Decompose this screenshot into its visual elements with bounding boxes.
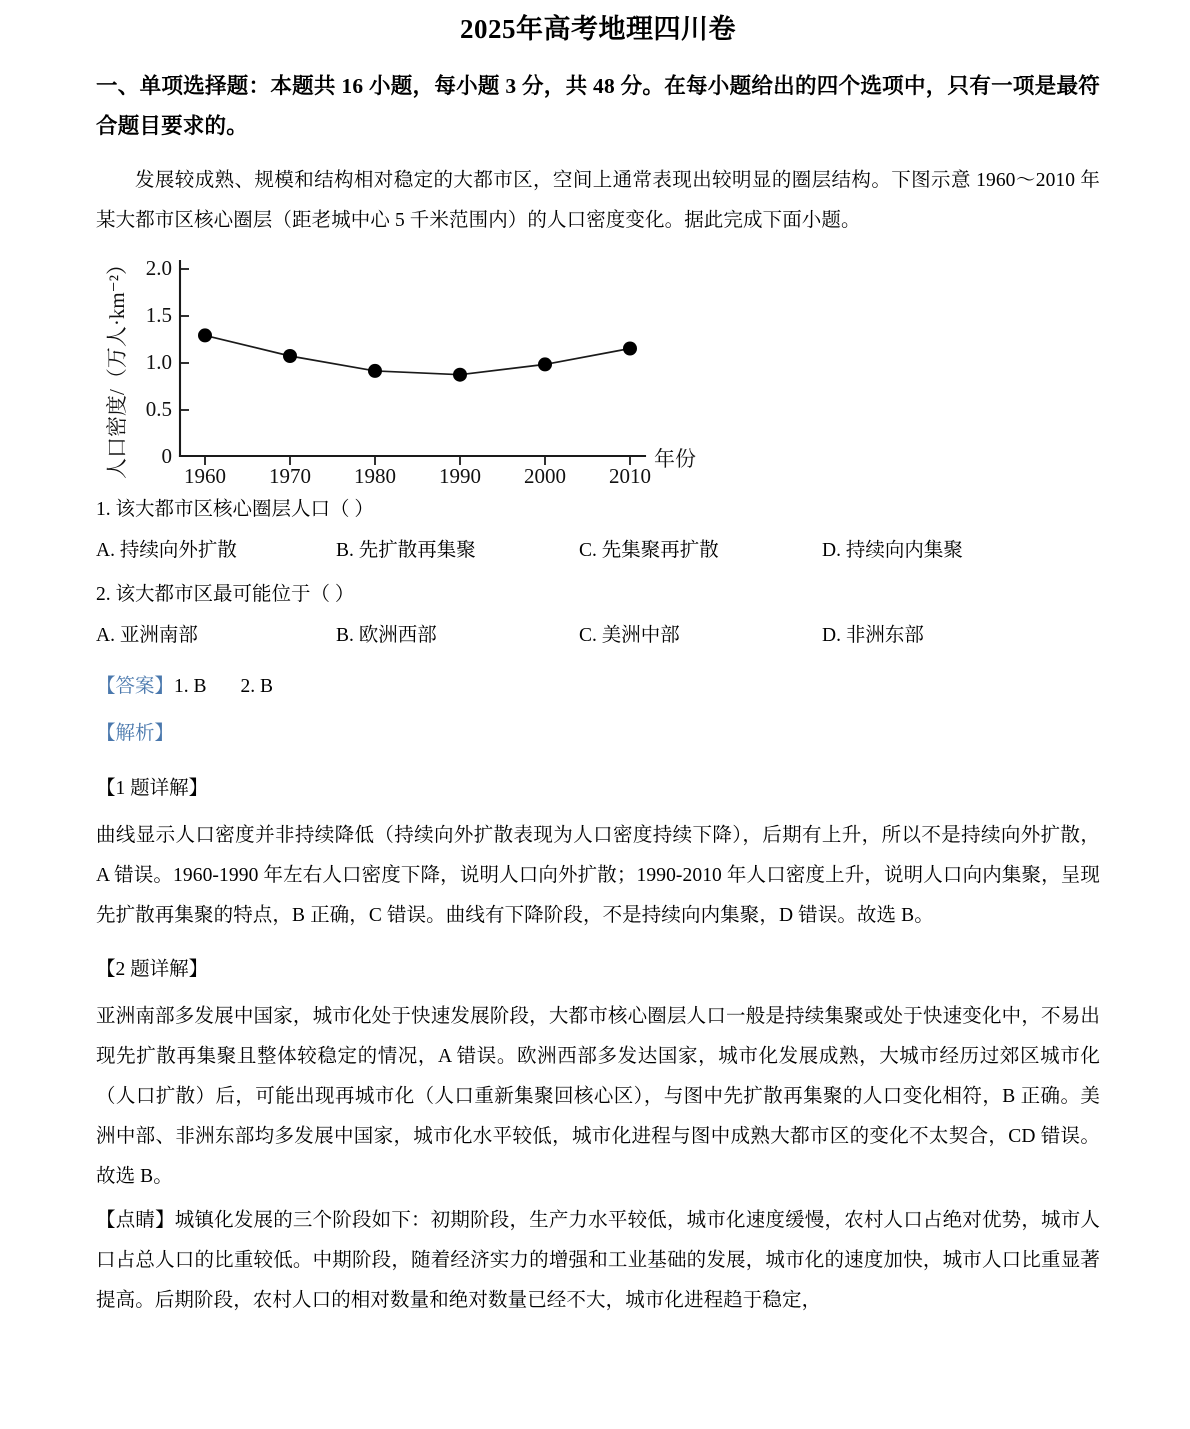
intro-paragraph: 发展较成熟、规模和结构相对稳定的大都市区，空间上通常表现出较明显的圈层结构。下图示意 1960～2010 年某大都市区核心圈层（距老城中心 5 千米范围内）的人口密度变化。据此完成下面小题。: [96, 169, 1100, 231]
chart-xtick-1970: 1970: [269, 463, 311, 486]
question-2-options: [96, 616, 1100, 657]
chart-xtick-1990: 1990: [439, 463, 481, 486]
key-point-paragraph: 【点睛】城镇化发展的三个阶段如下：初期阶段，生产力水平较低，城市化速度缓慢，农村人口占绝对优势，城市人口占总人口的比重较低。中期阶段，随着经济实力的增强和工业基础的发展，城市化的速度加快，城市人口比重显著提高。后期阶段，农村人口的相对数量和绝对数量已经不大，城市化进程趋于稳定，: [96, 1209, 1100, 1311]
explanation-1-heading: 【1 题详解】: [96, 778, 209, 800]
question-1-option-c[interactable]: C. 先集聚再扩散: [579, 539, 719, 561]
answer-value-1: 1. B: [174, 676, 207, 698]
question-2-option-a[interactable]: A. 亚洲南部: [96, 625, 198, 647]
question-1-options: [96, 531, 1100, 572]
question-1-option-d[interactable]: D. 持续向内集聚: [822, 539, 963, 561]
chart-xtick-1960: 1960: [184, 463, 226, 486]
chart-ytick-1-5: 1.5: [145, 302, 172, 327]
chart-svg: [100, 251, 740, 486]
answer-line: [96, 667, 1100, 708]
explanation-2-body: 亚洲南部多发展中国家，城市化处于快速发展阶段，大都市核心圈层人口一般是持续集聚或处于快速变化中，不易出现先扩散再集聚且整体较稳定的情况，A 错误。欧洲西部多发达国家，城市化发展成熟，大城市经历过郊区城市化（人口扩散）后，可能出现再城市化（人口重新集聚回核心区），与图中先扩散再集聚的人口变化相符，B 正确。美洲中部、非洲东部均多发展中国家，城市化水平较低，城市化进程与图中成熟大都市区的变化不太契合，CD 错误。故选 B。: [96, 1005, 1100, 1187]
population-density-chart: [96, 251, 1100, 486]
chart-ytick-2-0: 2.0: [145, 255, 172, 280]
chart-point-2010: [623, 341, 637, 355]
question-2-option-d[interactable]: D. 非洲东部: [822, 625, 924, 647]
chart-series-points: [198, 328, 637, 381]
question-2-stem: 2. 该大都市区最可能位于（ ）: [96, 584, 355, 606]
explanation-1-body: 曲线显示人口密度并非持续降低（持续向外扩散表现为人口密度持续下降），后期有上升，所以不是持续向外扩散，A 错误。1960-1990 年左右人口密度下降，说明人口向外扩散；1990-2010 年人口密度上升，说明人口向内集聚，呈现先扩散再集聚的特点，B 正确，C 错误。曲线有下降阶段，不是持续向内集聚，D 错误。故选 B。: [96, 825, 1100, 927]
chart-ytick-0: 0: [161, 443, 172, 468]
chart-point-1980: [368, 363, 382, 377]
page-title: 2025年高考地理四川卷: [460, 14, 736, 44]
chart-x-axis-label: 年份: [654, 446, 696, 471]
section-heading: 一、单项选择题：本题共 16 小题，每小题 3 分，共 48 分。在每小题给出的四个选项中，只有一项是最符合题目要求的。: [96, 74, 1100, 138]
chart-y-axis-label: 人口密度/（万人·km⁻²）: [105, 253, 129, 479]
chart-point-2000: [538, 357, 552, 371]
analysis-tag: [96, 714, 1100, 755]
chart-ytick-0-5: 0.5: [145, 396, 172, 421]
question-1-option-a[interactable]: A. 持续向外扩散: [96, 539, 237, 561]
question-1-stem: 1. 该大都市区核心圈层人口（ ）: [96, 498, 374, 520]
question-2-option-b[interactable]: B. 欧洲西部: [336, 625, 437, 647]
answer-tag: 【答案】: [96, 676, 175, 698]
answer-value-2: 2. B: [240, 676, 274, 698]
question-2-option-c[interactable]: C. 美洲中部: [579, 625, 680, 647]
analysis-tag-label: 【解析】: [96, 723, 175, 745]
chart-xtick-2000: 2000: [524, 463, 566, 486]
chart-point-1970: [283, 349, 297, 363]
chart-point-1990: [453, 367, 467, 381]
chart-xtick-1980: 1980: [354, 463, 396, 486]
chart-xtick-2010: 2010: [609, 463, 651, 486]
question-1-option-b[interactable]: B. 先扩散再集聚: [336, 539, 476, 561]
chart-ytick-1-0: 1.0: [145, 349, 172, 374]
explanation-2-heading: 【2 题详解】: [96, 959, 209, 981]
chart-series-line: [205, 335, 630, 374]
chart-point-1960: [198, 328, 212, 342]
